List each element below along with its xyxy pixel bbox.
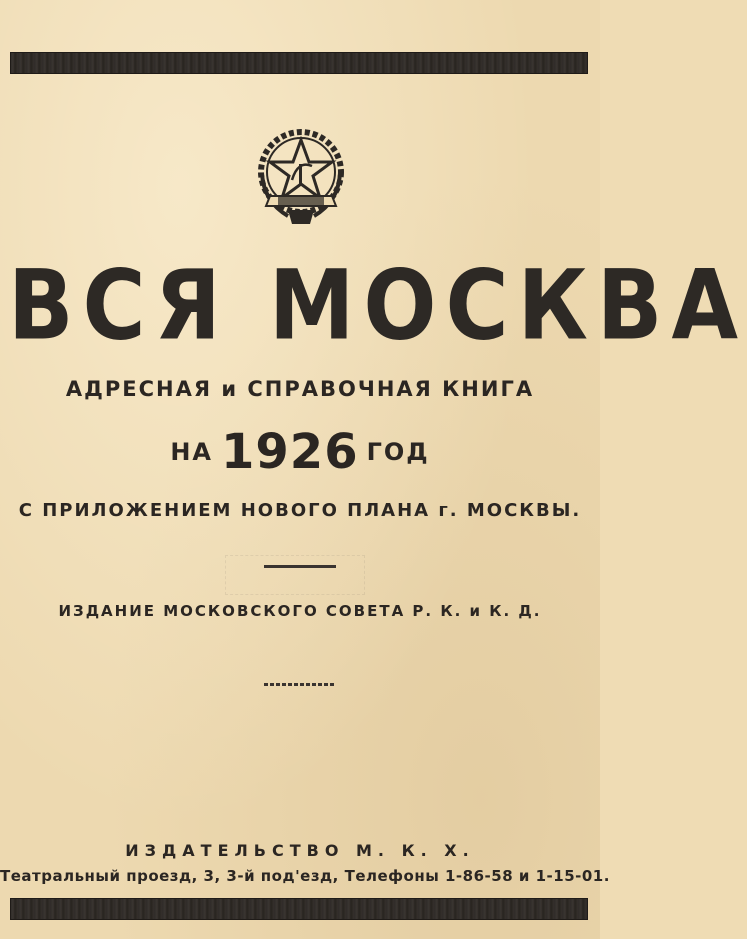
publisher-address: Театральный проезд, 3, 3-й под'езд, Телефоны 1-86-58 и 1-15-01. [0, 867, 610, 885]
year-prefix: НА [170, 438, 213, 466]
divider-rule [264, 565, 336, 568]
library-stamp [225, 555, 365, 595]
appendix-note: С ПРИЛОЖЕНИЕМ НОВОГО ПЛАНА г. МОСКВЫ. [18, 500, 582, 521]
edition-line: ИЗДАНИЕ МОСКОВСКОГО СОВЕТА Р. К. и К. Д. [58, 602, 542, 620]
year-line [0, 424, 600, 480]
year-suffix: ГОД [366, 438, 430, 466]
moscow-coat-of-arms-icon [248, 124, 354, 232]
top-rule-bar [10, 52, 588, 74]
year-number: 1926 [221, 424, 359, 480]
publisher-name: ИЗДАТЕЛЬСТВО М. К. Х. [125, 841, 475, 860]
decorative-rule [264, 683, 334, 686]
bottom-rule-bar [10, 898, 588, 920]
book-subtitle: АДРЕСНАЯ и СПРАВОЧНАЯ КНИГА [65, 377, 535, 401]
book-title: ВСЯ МОСКВА [8, 250, 747, 363]
